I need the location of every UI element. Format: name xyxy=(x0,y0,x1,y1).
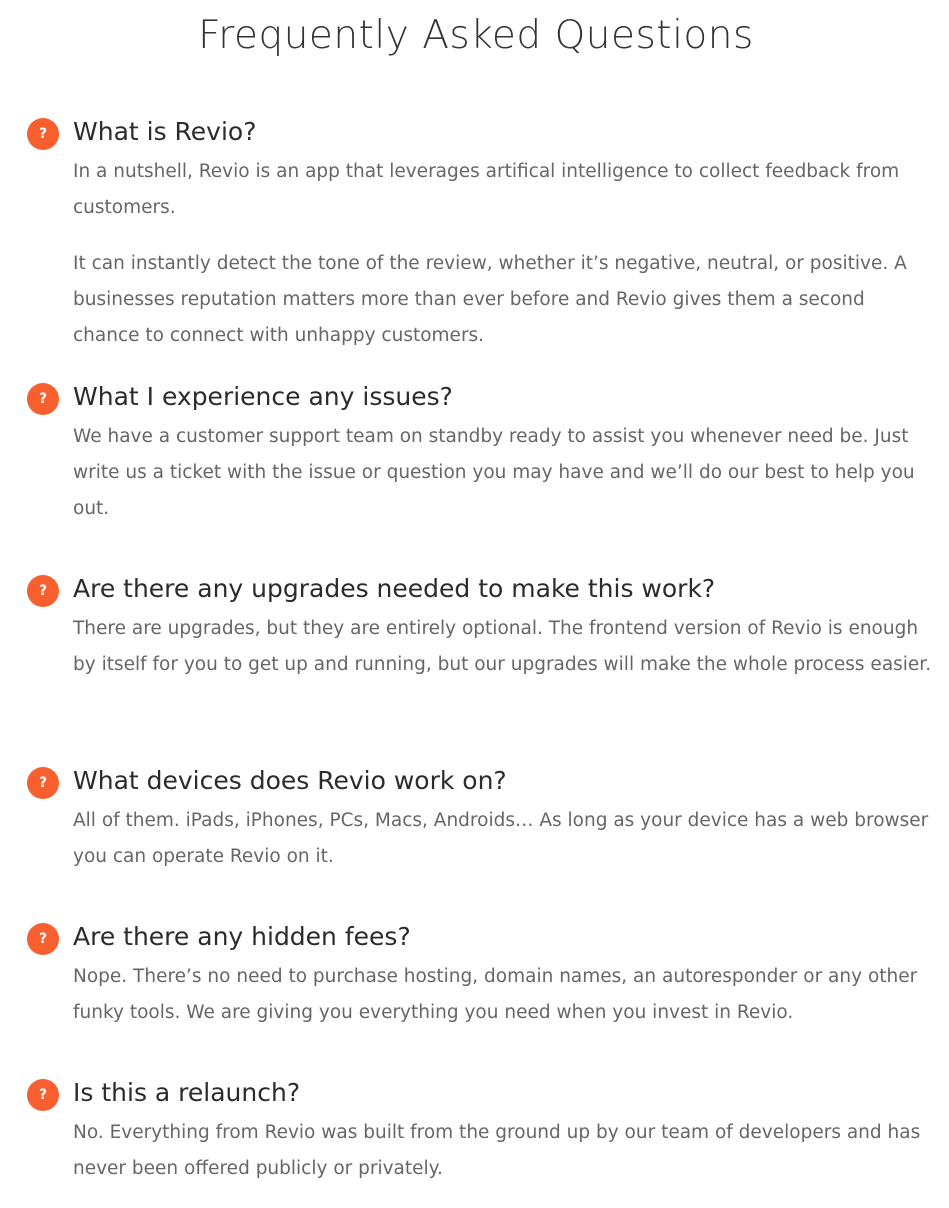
faq-question: What is Revio? xyxy=(73,117,257,146)
question-mark-icon: ? xyxy=(27,923,59,955)
faq-question: Are there any hidden fees? xyxy=(73,922,411,951)
question-mark-icon: ? xyxy=(27,575,59,607)
faq-answer-paragraph: No. Everything from Revio was built from the ground up by our team of developers and has never been offered publicly or privately. xyxy=(73,1122,921,1179)
faq-answer xyxy=(73,611,933,703)
faq-answer xyxy=(73,1115,933,1207)
faq-answer-paragraph: In a nutshell, Revio is an app that leverages artifical intelligence to collect feedback from customers. xyxy=(73,161,900,218)
faq-answer xyxy=(73,154,933,374)
question-mark-icon: ? xyxy=(27,118,59,150)
page-title: Frequently Asked Questions xyxy=(198,13,754,58)
faq-answer xyxy=(73,803,933,895)
faq-question: What I experience any issues? xyxy=(73,382,453,411)
question-mark-icon: ? xyxy=(27,383,59,415)
faq-answer-paragraph: It can instantly detect the tone of the review, whether it’s negative, neutral, or positive. A businesses reputation matters more than ever before and Revio gives them a second chance to connect with unhappy customers. xyxy=(73,253,907,346)
faq-question: Is this a relaunch? xyxy=(73,1078,301,1107)
question-mark-icon: ? xyxy=(27,1079,59,1111)
faq-question: Are there any upgrades needed to make this work? xyxy=(73,574,716,603)
faq-answer-paragraph: Nope. There’s no need to purchase hosting, domain names, an autoresponder or any other funky tools. We are giving you everything you need when you invest in Revio. xyxy=(73,966,918,1023)
faq-answer xyxy=(73,419,933,547)
question-mark-icon: ? xyxy=(27,767,59,799)
faq-answer xyxy=(73,959,933,1051)
faq-answer-paragraph: There are upgrades, but they are entirely optional. The frontend version of Revio is enough by itself for you to get up and running, but our upgrades will make the whole process easier. xyxy=(73,618,932,675)
faq-answer-paragraph: All of them. iPads, iPhones, PCs, Macs, Androids… As long as your device has a web browser you can operate Revio on it. xyxy=(73,810,929,867)
faq-answer-paragraph: We have a customer support team on standby ready to assist you whenever need be. Just write us a ticket with the issue or question you may have and we’ll do our best to help you out. xyxy=(73,426,915,519)
faq-question: What devices does Revio work on? xyxy=(73,766,507,795)
